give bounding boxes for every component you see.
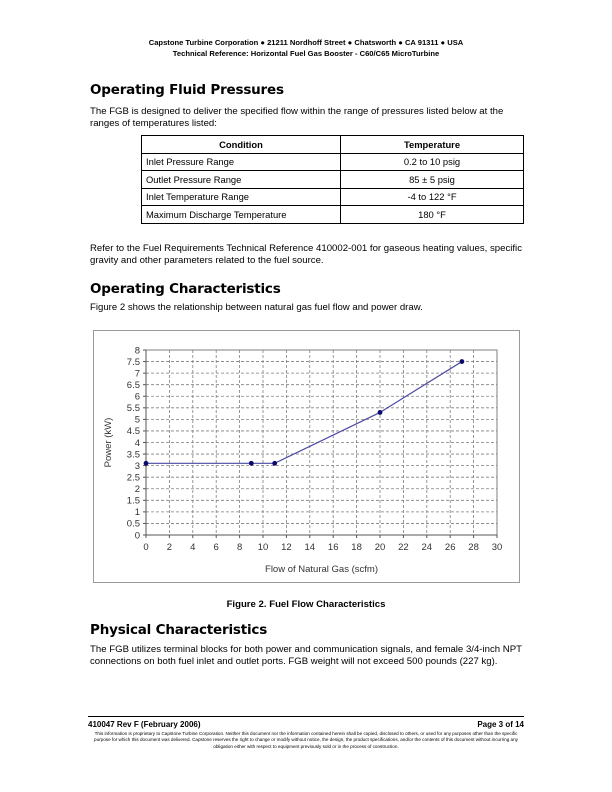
header-doc-title: Technical Reference: Horizontal Fuel Gas Booster - C60/C65 MicroTurbine: [172, 48, 440, 58]
y-tick-label: 7: [134, 368, 140, 380]
x-tick-label: 8: [236, 542, 243, 553]
table-cell-condition: Inlet Pressure Range: [142, 153, 341, 171]
header-address: Capstone Turbine Corporation ● 21211 Nordhoff Street ● Chatsworth ● CA 91311 ● USA: [148, 38, 464, 47]
x-tick-label: 4: [190, 542, 196, 553]
footer-disclaimer: This information is proprietary to Capstone Turbine Corporation. Neither this document nor the information contained herein shall be copied, disclosed to others, or used for any purposes other than the specific purpose for which this document was delivered. Capstone reserves the right to change or modify without notice, the design, the product specifications, and/or the contents of this document without incurring any obligation either with respect to equipment previously sold or in the process of construction.: [94, 731, 518, 749]
y-tick-label: 3.5: [126, 449, 140, 461]
y-tick-label: 0: [134, 530, 140, 542]
y-tick-label: 5.5: [126, 403, 140, 415]
table-cell-value: 85 ± 5 psig: [341, 171, 524, 189]
x-tick-label: 20: [374, 542, 386, 553]
operating-characteristics-intro: Figure 2 shows the relationship between natural gas fuel flow and power draw.: [90, 302, 423, 313]
conditions-table: [141, 135, 524, 224]
data-point: [144, 461, 149, 466]
y-tick-label: 7.5: [126, 356, 140, 368]
table-cell-condition: Maximum Discharge Temperature: [142, 206, 341, 224]
section-title-physical-characteristics: Physical Characteristics: [90, 622, 268, 638]
y-tick-label: 0.5: [126, 518, 140, 530]
y-tick-label: 2.5: [126, 472, 140, 484]
x-tick-label: 28: [468, 542, 479, 553]
y-tick-label: 5: [134, 414, 140, 426]
x-tick-label: 6: [213, 542, 219, 553]
x-tick-label: 18: [351, 542, 362, 553]
data-point: [460, 359, 465, 364]
footer-page-number: Page 3 of 14: [477, 720, 524, 729]
table-cell-value: -4 to 122 °F: [341, 188, 524, 206]
x-tick-label: 26: [444, 542, 456, 553]
y-tick-label: 4: [134, 437, 140, 449]
table-cell-condition: Inlet Temperature Range: [142, 188, 341, 206]
x-tick-label: 0: [143, 542, 149, 553]
x-axis-title: Flow of Natural Gas (scfm): [265, 564, 378, 575]
table-header-row: [142, 136, 524, 154]
x-tick-label: 22: [398, 542, 409, 553]
x-tick-label: 24: [421, 542, 433, 553]
fuel-requirements-note: Refer to the Fuel Requirements Technical Reference 410002-001 for gaseous heating values, specific gravity and other parameters related to the fuel source.: [90, 243, 522, 266]
series-line: [146, 362, 462, 464]
section-title-fluid-pressures: Operating Fluid Pressures: [90, 82, 284, 98]
y-tick-label: 3: [134, 460, 140, 472]
y-axis-title: Power (kW): [103, 417, 114, 468]
table-row: [142, 188, 524, 206]
y-tick-label: 6: [134, 391, 140, 403]
table-row: [142, 153, 524, 171]
table-header-temperature: Temperature: [341, 136, 524, 154]
table-row: [142, 171, 524, 189]
table-header-condition: Condition: [142, 136, 341, 154]
section-title-operating-characteristics: Operating Characteristics: [90, 281, 281, 297]
data-point: [249, 461, 254, 466]
y-tick-label: 8: [134, 345, 140, 357]
table-cell-value: 0.2 to 10 psig: [341, 153, 524, 171]
x-tick-label: 30: [491, 542, 503, 553]
x-tick-label: 14: [304, 542, 316, 553]
x-tick-label: 12: [281, 542, 292, 553]
x-tick-label: 10: [257, 542, 269, 553]
y-tick-label: 6.5: [126, 379, 140, 391]
data-point: [378, 410, 383, 415]
x-tick-label: 16: [327, 542, 339, 553]
footer-doc-number: 410047 Rev F (February 2006): [88, 720, 201, 729]
y-tick-label: 4.5: [126, 426, 140, 438]
table-cell-value: 180 °F: [341, 206, 524, 224]
table-cell-condition: Outlet Pressure Range: [142, 171, 341, 189]
y-tick-label: 1: [134, 507, 140, 519]
data-point: [272, 461, 277, 466]
x-tick-label: 2: [166, 542, 173, 553]
physical-characteristics-body: The FGB utilizes terminal blocks for both power and communication signals, and female 3/4-inch NPT connections on both fuel inlet and outlet ports. FGB weight will not exceed 500 pounds (227 kg).: [90, 644, 522, 667]
y-tick-label: 1.5: [126, 495, 140, 507]
figure-caption: Figure 2. Fuel Flow Characteristics: [226, 599, 386, 610]
footer-divider: [88, 716, 524, 717]
page-header: [0, 38, 612, 59]
table-row: [142, 206, 524, 224]
fluid-pressures-intro: The FGB is designed to deliver the specified flow within the range of pressures listed below at the ranges of temperatures listed:: [90, 106, 504, 129]
y-tick-label: 2: [134, 484, 140, 496]
fuel-flow-chart: [93, 330, 520, 583]
